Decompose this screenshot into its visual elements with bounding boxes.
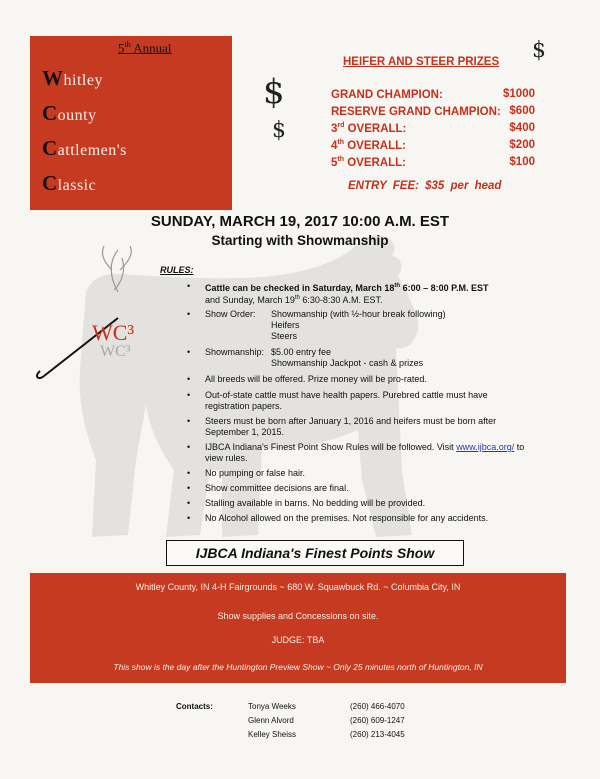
rule-out-of-state: Out-of-state cattle must have health papers. Purebred cattle must have bbox=[205, 390, 488, 400]
bullet: • bbox=[187, 513, 191, 523]
dollar-sign-icon: $ bbox=[272, 118, 286, 143]
title-line-classic: Classic bbox=[42, 171, 97, 195]
contact-name: Kelley Sheiss bbox=[248, 730, 297, 739]
rule-ijbca: IJBCA Indiana's Finest Point Show Rules will be followed. Visit www.ijbca.org/ to bbox=[205, 442, 525, 452]
rule-pumping: No pumping or false hair. bbox=[205, 468, 306, 478]
judge: JUDGE: TBA bbox=[271, 635, 325, 645]
bullet: • bbox=[187, 374, 191, 384]
rule-breeds: All breeds will be offered. Prize money will be pro-rated. bbox=[205, 374, 427, 384]
prize-row: GRAND CHAMPION: $1000 bbox=[331, 88, 535, 101]
contact-name: Glenn Alvord bbox=[248, 716, 294, 725]
rule-out-of-state-cont: registration papers. bbox=[205, 401, 283, 411]
prizes-heading: HEIFER AND STEER PRIZES bbox=[343, 56, 500, 68]
entry-fee: ENTRY FEE: $35 per head bbox=[348, 180, 502, 192]
rule-alcohol: No Alcohol allowed on the premises. Not responsible for any accidents. bbox=[205, 513, 489, 523]
contact-phone: (260) 609-1247 bbox=[350, 716, 405, 725]
bullet: • bbox=[187, 483, 191, 493]
event-start: Starting with Showmanship bbox=[211, 233, 389, 248]
prize-row: 5th OVERALL: $100 bbox=[331, 156, 535, 169]
rule-show-order-3: Steers bbox=[271, 331, 298, 341]
rule-birth-dates-cont: September 1, 2015. bbox=[205, 427, 285, 437]
points-show-title: IJBCA Indiana's Finest Points Show bbox=[195, 545, 435, 561]
dollar-sign-icon: $ bbox=[263, 72, 285, 112]
logo-wc3-shadow: WC³ bbox=[100, 343, 131, 360]
ijbca-link[interactable]: www.ijbca.org/ bbox=[456, 442, 515, 452]
show-note: This show is the day after the Huntington Preview Show ~ Only 25 minutes north of Huntington, IN bbox=[113, 662, 483, 672]
title-line-cattlemens: Cattlemen's bbox=[42, 136, 127, 160]
contacts-label: Contacts: bbox=[176, 702, 213, 711]
title-line-county: County bbox=[42, 101, 97, 125]
rule-showmanship-1: $5.00 entry fee bbox=[271, 347, 332, 357]
contact-phone: (260) 466-4070 bbox=[350, 702, 405, 711]
rule-committee: Show committee decisions are final. bbox=[205, 483, 349, 493]
prize-row: 4th OVERALL: $200 bbox=[331, 139, 535, 152]
bullet: • bbox=[187, 347, 191, 357]
bullet: • bbox=[187, 281, 191, 291]
points-show-box bbox=[166, 540, 464, 566]
prize-row: 3rd OVERALL: $400 bbox=[331, 122, 535, 135]
bullet: • bbox=[187, 390, 191, 400]
rule-show-order-1: Showmanship (with ½-hour break following) bbox=[271, 309, 446, 319]
bullet: • bbox=[187, 416, 191, 426]
rule-ijbca-cont: view rules. bbox=[205, 453, 248, 463]
rules-label: RULES: bbox=[160, 265, 194, 275]
rule-showmanship-2: Showmanship Jackpot - cash & prizes bbox=[271, 358, 424, 368]
bullet: • bbox=[187, 498, 191, 508]
bullet: • bbox=[187, 468, 191, 478]
rule-showmanship-label: Showmanship: bbox=[205, 347, 265, 357]
contact-phone: (260) 213-4045 bbox=[350, 730, 405, 739]
rule-checkin-sunday: and Sunday, March 19th 6:30-8:30 A.M. EST. bbox=[205, 295, 383, 305]
rule-show-order-label: Show Order: bbox=[205, 309, 256, 319]
info-box bbox=[30, 573, 566, 683]
rule-checkin: Cattle can be checked in Saturday, March 18th 6:00 – 8:00 P.M. EST bbox=[205, 283, 489, 293]
supplies: Show supplies and Concessions on site. bbox=[217, 611, 379, 621]
contact-name: Tonya Weeks bbox=[248, 702, 296, 711]
logo-wc3: WC³ bbox=[92, 320, 135, 345]
annual-label: 5th Annual bbox=[118, 40, 172, 56]
rule-show-order-2: Heifers bbox=[271, 320, 300, 330]
rule-stalling: Stalling available in barns. No bedding will be provided. bbox=[205, 498, 426, 508]
prize-row: RESERVE GRAND CHAMPION: $600 bbox=[331, 105, 535, 118]
event-date: SUNDAY, MARCH 19, 2017 10:00 A.M. EST bbox=[150, 213, 450, 230]
dollar-sign-icon: $ bbox=[532, 38, 546, 63]
rule-birth-dates: Steers must be born after January 1, 2016 and heifers must be born after bbox=[205, 416, 497, 426]
bullet: • bbox=[187, 442, 191, 452]
title-line-whitley: Whitley bbox=[42, 66, 103, 90]
location: Whitley County, IN 4-H Fairgrounds ~ 680 W. Squawbuck Rd. ~ Columbia City, IN bbox=[135, 582, 461, 592]
bullet: • bbox=[187, 309, 191, 319]
